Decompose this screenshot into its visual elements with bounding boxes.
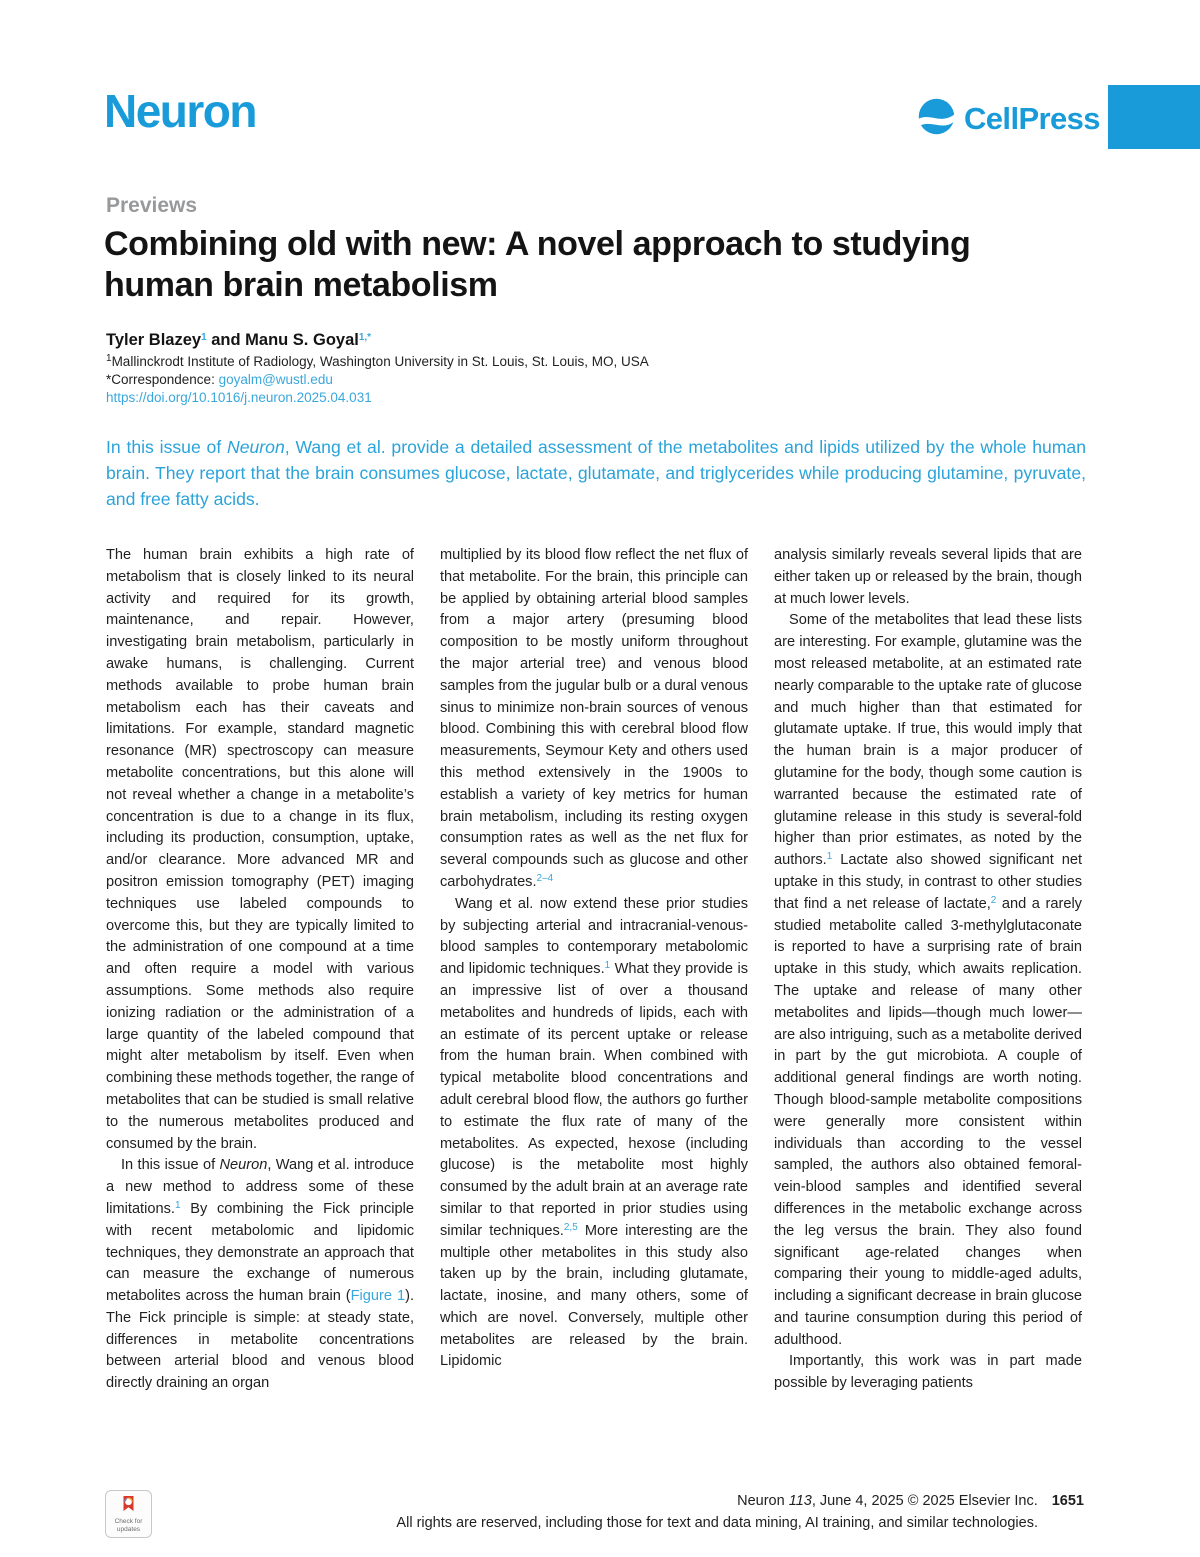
- abstract: In this issue of Neuron, Wang et al. provide a detailed assessment of the metabolites and lipids utilized by the whole human brain. They report that the brain consumes glucose, lactate, glutamate, and triglycerides while producing glutamine, pyruvate, and free fatty acids.: [106, 437, 1086, 509]
- ref-1-link[interactable]: 1: [174, 1199, 181, 1211]
- body-column-2: [440, 545, 748, 1395]
- corner-accent-box: [1108, 85, 1200, 149]
- paragraph: multiplied by its blood flow reflect the net flux of that metabolite. For the brain, this principle can be applied by obtaining arterial blood samples from a major artery (presuming blood composition to be mostly uniform throughout the major arterial tree) and venous blood samples from the jugular bulb or a dural venous sinus to minimize non-brain sources of venous blood. Combining this with cerebral blood flow measurements, Seymour Kety and others used this method extensively in the 1900s to establish a variety of key metrics for human brain metabolism, including its resting oxygen consumption rates as well as the net flux for several compounds such as glucose and other carbohydrates.$^{2-4}$: [440, 547, 748, 890]
- cellpress-swirl-icon: [918, 98, 955, 140]
- ref-1-link[interactable]: 1: [826, 851, 833, 863]
- author-2-affiliation-sup[interactable]: 1,*: [358, 332, 372, 343]
- doi-link[interactable]: [106, 390, 372, 405]
- article-title: Combining old with new: A novel approach to studying human brain metabolism: [104, 225, 971, 304]
- figure-1-link[interactable]: Figure 1: [350, 1288, 406, 1305]
- author-byline: Tyler Blazey$^1$ and Manu S. Goyal$^{1,*}$: [106, 331, 372, 349]
- paragraph: analysis similarly reveals several lipids that are either taken up or released by the brain, though at much lower levels.: [774, 547, 1082, 607]
- crossmark-bookmark-icon: [121, 1495, 136, 1517]
- paragraph: The human brain exhibits a high rate of metabolism that is closely linked to its neural activity and required for its growth, maintenance, and repair. However, investigating brain metabolism, particularly in awake humans, is challenging. Current methods available to probe human brain metabolism each has their caveats and limitations. For example, standard magnetic resonance (MR) spectroscopy can measure metabolite concentrations, but this alone will not reveal whether a change in a metabolite’s concentration is due to a change in its flux, including its production, consumption, uptake, and/or clearance. More advanced MR and positron emission tomography (PET) imaging techniques use labeled compounds to overcome this, but they are typically limited to the administration of one compound at a time and often require a model with various assumptions. Some methods also require ionizing radiation or the administration of a large quantity of the labeled compound that might alter metabolism by itself. Even when combining these methods together, the range of metabolites that can be studied is small relative to the numerous metabolites produced and consumed by the brain.: [106, 547, 414, 1152]
- correspondence-email-link[interactable]: goyalm@wustl.edu: [218, 372, 333, 387]
- correspondence-line: *Correspondence: goyalm@wustl.edu: [106, 372, 333, 387]
- body-column-3: [774, 545, 1082, 1395]
- footer-citation: Neuron 113, June 4, 2025 © 2025 Elsevier Inc. 1651: [737, 1493, 1084, 1509]
- footer-page-number: 1651: [1051, 1493, 1084, 1509]
- body-column-1: [106, 545, 414, 1395]
- paragraph: Wang et al. now extend these prior studies by subjecting arterial and intracranial-venous-blood samples to contemporary metabolomic and lipidomic techniques.$^1$ What they provide is an impressive list of over a thousand metabolites and hundreds of lipids, each with an estimate of its percent uptake or release from the human brain. When combined with typical metabolite blood concentrations and adult cerebral blood flow, the authors go further to estimate the flux rate of many of the metabolites. As expected, hexose (including glucose) is the metabolite most highly consumed by the adult brain at an average rate similar to that reported in prior studies using similar techniques.$^{2,5}$ More interesting are the multiple other metabolites in this study also taken up by the brain, including glutamate, lactate, inosine, and many others, some of which are novel. Conversely, multiple other metabolites are released by the brain. Lipidomic: [440, 895, 748, 1370]
- affiliation: $^1$Mallinckrodt Institute of Radiology, Washington University in St. Louis, St. Louis, MO, USA: [106, 353, 649, 369]
- cellpress-logo: [918, 98, 1100, 140]
- ref-2-4-link[interactable]: 2–4: [536, 872, 554, 884]
- ref-2-5-link[interactable]: 2,5: [563, 1221, 578, 1233]
- footer: [396, 1490, 1084, 1534]
- check-for-updates-badge[interactable]: [105, 1490, 152, 1538]
- author-1-affiliation-sup[interactable]: 1: [201, 332, 207, 343]
- cellpress-wordmark: CellPress: [964, 101, 1100, 136]
- doi-url[interactable]: https://doi.org/10.1016/j.neuron.2025.04.031: [106, 390, 372, 405]
- section-label: Previews: [106, 194, 198, 217]
- body-columns: [106, 545, 1082, 1395]
- badge-label: Check for updates: [114, 1518, 143, 1533]
- paragraph: Some of the metabolites that lead these lists are interesting. For example, glutamine was the most released metabolite, at an estimated rate nearly comparable to the uptake rate of glucose and much higher than that estimated for glutamate uptake. If true, this would imply that the human brain is a major producer of glutamine for the body, though some caution is warranted because the estimated rate of glutamine release in this study is several-fold higher than prior estimates, as noted by the authors.$^1$ Lactate also showed significant net uptake in this study, in contrast to other studies that find a net release of lactate,$^2$ and a rarely studied metabolite called 3-methylglutaconate is reported to have a surprising rate of brain uptake in this study, which awaits replication. The uptake and release of many other metabolites and lipids—though much lower—are also intriguing, such as a metabolite derived in part by the gut microbiota. A couple of additional general findings are worth noting. Though blood-sample metabolite compositions were generally more consistent within individuals than according to the vessel sampled, the authors also obtained femoral-vein-blood samples and identified several differences in the metabolic exchange across the leg versus the brain. They also found significant age-related changes when comparing their young to middle-aged adults, including a significant decrease in brain glucose and taurine consumption during this period of adulthood.: [774, 612, 1082, 1348]
- paragraph: Importantly, this work was in part made possible by leveraging patients: [774, 1353, 1082, 1392]
- ref-2-link[interactable]: 2: [990, 894, 997, 906]
- paragraph: In this issue of Neuron, Wang et al. introduce a new method to address some of these limitations.$^1$ By combining the Fick principle with recent metabolomic and lipidomic techniques, they demonstrate an approach that can measure the exchange of numerous metabolites across the human brain (Figure 1). The Fick principle is simple: at steady state, differences in metabolite concentrations between arterial blood and venous blood directly draining an organ: [106, 1157, 415, 1392]
- ref-1-link[interactable]: 1: [604, 960, 611, 972]
- footer-rights: All rights are reserved, including those for text and data mining, AI training, and similar technologies.: [396, 1515, 1038, 1531]
- neuron-journal-logo: Neuron: [104, 85, 256, 137]
